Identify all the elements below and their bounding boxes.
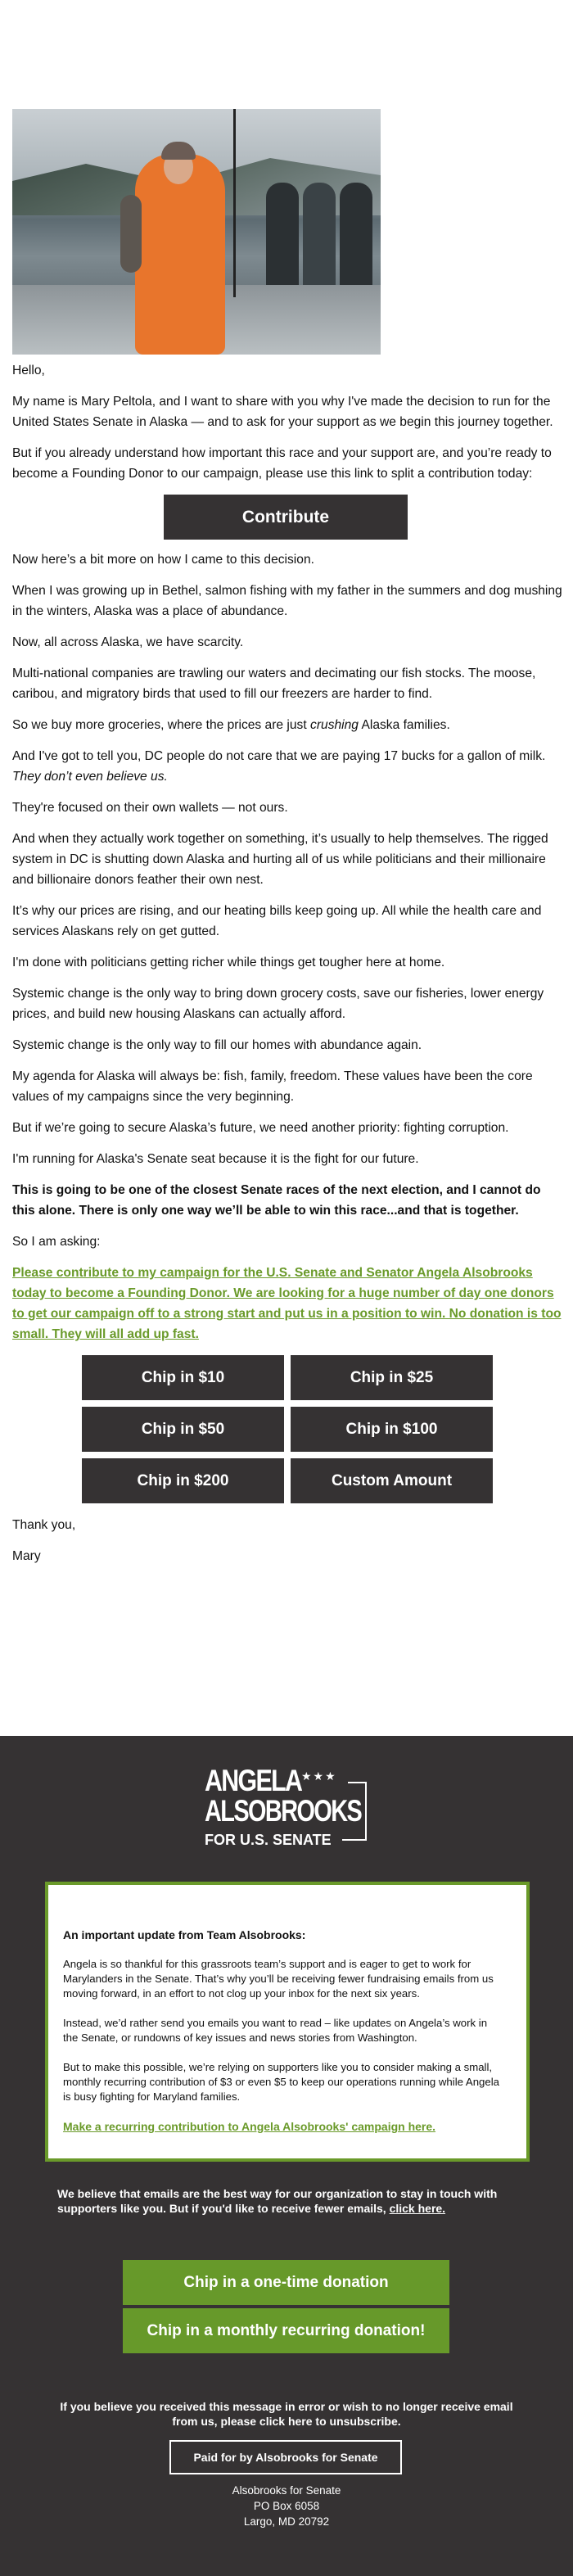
paragraph: This is going to be one of the closest Senate races of the next election, and I cannot do this alone. There is only one way we’ll be able to win this race...and that is together. [12, 1183, 541, 1218]
logo-line: ALSOBROOKS [205, 1794, 362, 1828]
paragraph [12, 746, 565, 787]
paragraph: But if you already understand how important this race and your support are, and you’re ready to become a Founding Donor to our campaign, please use this link to split a contribution today: [12, 446, 552, 481]
fewer-emails-link[interactable]: click here. [389, 2202, 446, 2215]
hero-photo [12, 109, 381, 355]
chip-in-200-button[interactable]: Chip in $200 [82, 1458, 284, 1503]
address-line: Largo, MD 20792 [243, 2515, 330, 2528]
paid-for-disclaimer: Paid for by Alsobrooks for Senate [169, 2440, 402, 2474]
chip-in-50-button[interactable]: Chip in $50 [82, 1407, 284, 1452]
greeting: Hello, [12, 364, 45, 377]
paragraph: I'm done with politicians getting richer while things get tougher here at home. [12, 956, 445, 969]
address-line: PO Box 6058 [253, 2500, 320, 2512]
footer [0, 1736, 573, 2576]
chip-in-100-button[interactable]: Chip in $100 [291, 1407, 493, 1452]
paragraph [12, 715, 565, 735]
paragraph: Now here’s a bit more on how I came to this decision. [12, 553, 314, 567]
mailing-address [0, 2483, 573, 2529]
address-line: Alsobrooks for Senate [232, 2484, 341, 2497]
paragraph: And when they actually work together on something, it’s usually to help themselves. The rigged system in DC is shutting down Alaska and hurting all of us while politicians and their millionaire and billionaire donors feather their own nest. [12, 832, 548, 887]
paragraph: Now, all across Alaska, we have scarcity. [12, 635, 244, 649]
crew-figure [266, 183, 299, 297]
recurring-contribution-link[interactable]: Make a recurring contribution to Angela Alsobrooks' campaign here. [63, 2120, 436, 2133]
one-time-donation-button[interactable]: Chip in a one-time donation [123, 2260, 449, 2305]
chip-in-25-button[interactable]: Chip in $25 [291, 1355, 493, 1400]
paragraph: My agenda for Alaska will always be: fish, family, freedom. These values have been the core values of my campaigns since the very beginning. [12, 1069, 533, 1104]
campaign-logo [205, 1765, 377, 1863]
stars-icon: ★★★ [301, 1769, 337, 1783]
emphasis: crushing [310, 718, 359, 732]
text: And I've got to tell you, DC people do not care that we are paying 17 bucks for a gallon of milk. [12, 749, 546, 763]
paragraph: My name is Mary Peltola, and I want to share with you why I've made the decision to run for the United States Senate in Alaska — and to ask for your support as we begin this journey together. [12, 395, 553, 429]
update-box [45, 1882, 530, 2162]
logo-line: ANGELA [205, 1764, 302, 1797]
signoff: Thank you, [12, 1518, 76, 1532]
paragraph: They're focused on their own wallets — not ours. [12, 801, 288, 815]
monthly-donation-button[interactable]: Chip in a monthly recurring donation! [123, 2308, 449, 2353]
paragraph: Angela is so thankful for this grassroots team’s support and is eager to get to work for Marylanders in the Senate. That’s why you’ll be receiving fewer fundraising emails from us moving forward, in an effort to not clog up your inbox for the next six years. [63, 1958, 494, 2000]
update-title: An important update from Team Alsobrooks: [63, 1928, 306, 1941]
paragraph: When I was growing up in Bethel, salmon fishing with my father in the summers and dog mushing in the winters, Alaska was a place of abundance. [12, 584, 562, 618]
crew-figure [340, 183, 372, 297]
text: We believe that emails are the best way for our organization to stay in touch with supporters like you. But if you'd like to receive fewer emails, [57, 2187, 498, 2215]
paragraph: It’s why our prices are rising, and our heating bills keep going up. All while the health care and services Alaskans rely on get gutted. [12, 904, 542, 938]
chip-in-10-button[interactable]: Chip in $10 [82, 1355, 284, 1400]
fewer-emails-text [57, 2186, 516, 2216]
fish [120, 195, 142, 273]
text: So we buy more groceries, where the prices are just [12, 718, 311, 732]
email-body [12, 360, 565, 1577]
logo-line: FOR U.S. SENATE [205, 1832, 332, 1848]
contribute-button[interactable]: Contribute [164, 495, 408, 540]
paragraph: But to make this possible, we’re relying on supporters like you to consider making a small, monthly recurring contribution of $3 or even $5 to keep our operations running while Angela is busy fighting for Maryland families. [63, 2061, 499, 2103]
unsubscribe-link[interactable]: If you believe you received this message in error or wish to no longer receive email from us, please click here to unsubscribe. [60, 2400, 513, 2428]
chip-in-grid [82, 1355, 565, 1503]
paragraph: But if we’re going to secure Alaska’s future, we need another priority: fighting corruption. [12, 1121, 509, 1135]
paragraph: Instead, we’d rather send you emails you want to read – like updates on Angela’s work in the Senate, or rundowns of key issues and news stories from Washington. [63, 2017, 488, 2044]
paragraph: So I am asking: [12, 1235, 101, 1249]
emphasis: They don’t even believe us. [12, 770, 168, 784]
signature: Mary [12, 1549, 41, 1563]
paragraph: Multi-national companies are trawling our waters and decimating our fish stocks. The moose, caribou, and migratory birds that used to fill our freezers are harder to find. [12, 667, 536, 701]
founding-donor-link[interactable]: Please contribute to my campaign for the U.S. Senate and Senator Angela Alsobrooks today to become a Founding Donor. We are looking for a huge number of day one donors to get our campaign off to a strong start and put us in a position to win. No donation is too small. They will all add up fast. [12, 1266, 562, 1341]
text: Alaska families. [358, 718, 450, 732]
crew-figure [303, 183, 336, 297]
paragraph: Systemic change is the only way to fill our homes with abundance again. [12, 1038, 422, 1052]
paragraph: I'm running for Alaska's Senate seat because it is the fight for our future. [12, 1152, 419, 1166]
paragraph: Systemic change is the only way to bring down grocery costs, save our fisheries, lower energy prices, and build new housing Alaskans can actually afford. [12, 987, 544, 1021]
custom-amount-button[interactable]: Custom Amount [291, 1458, 493, 1503]
